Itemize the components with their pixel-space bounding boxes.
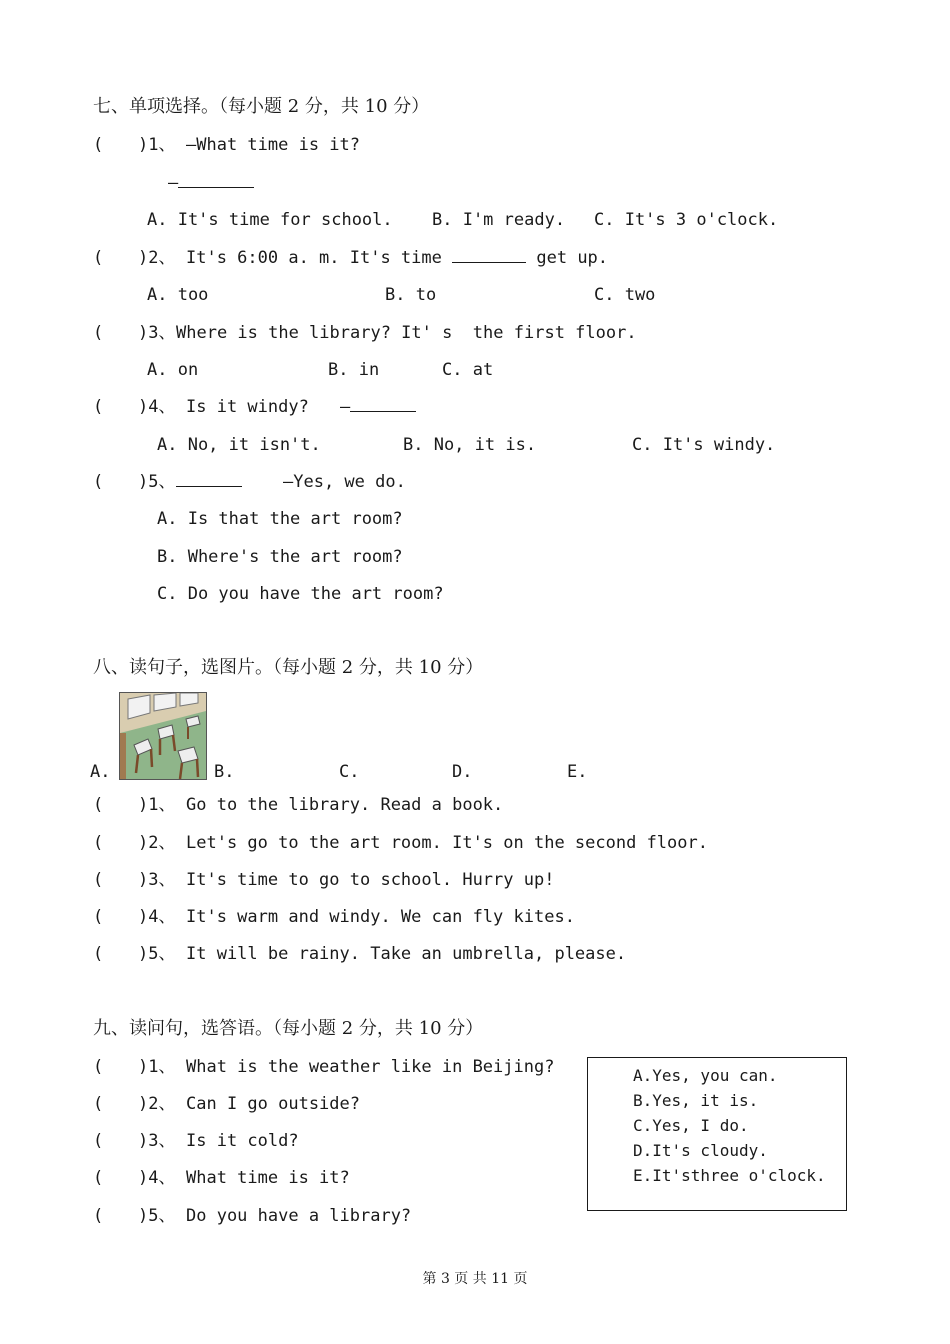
q7-2-text bbox=[186, 247, 608, 269]
paren-open: ( bbox=[93, 1168, 104, 1188]
paren-open: ( bbox=[93, 248, 104, 268]
q7-4-option-c: C. It's windy. bbox=[632, 435, 776, 455]
q7-1-text: —What time is it? bbox=[186, 135, 360, 155]
q7-5-number: )5、 bbox=[138, 472, 176, 492]
picture-label-a: A. bbox=[90, 762, 111, 782]
paren-open: ( bbox=[93, 1057, 104, 1077]
section7-heading: 七、单项选择。（每小题 2 分，共 10 分） bbox=[93, 96, 430, 117]
dash: — bbox=[340, 397, 351, 417]
paren-open: ( bbox=[93, 1206, 104, 1226]
q8-2-number: )2、 bbox=[138, 833, 176, 853]
q7-5-option-a: A. Is that the art room? bbox=[157, 509, 403, 529]
paren-open: ( bbox=[93, 472, 104, 492]
classroom-picture bbox=[119, 692, 207, 780]
q9-5-text: Do you have a library? bbox=[186, 1206, 412, 1226]
q7-5-line bbox=[176, 471, 242, 493]
q7-2-number: )2、 bbox=[138, 248, 176, 268]
q7-2-option-b: B. to bbox=[385, 285, 437, 305]
q7-1-number: )1、 bbox=[138, 135, 176, 155]
picture-label-c: C. bbox=[339, 762, 360, 782]
q8-3-text: It's time to go to school. Hurry up! bbox=[186, 870, 555, 890]
answer-blank[interactable] bbox=[350, 397, 416, 412]
paren-open: ( bbox=[93, 323, 104, 343]
q9-3-text: Is it cold? bbox=[186, 1131, 299, 1151]
q7-1-option-a: A. It's time for school. bbox=[147, 210, 393, 230]
classroom-illustration bbox=[120, 693, 206, 779]
q9-5-number: )5、 bbox=[138, 1206, 176, 1226]
answer-blank[interactable] bbox=[178, 173, 254, 188]
q7-1-option-b: B. I'm ready. bbox=[432, 210, 566, 230]
picture-label-b: B. bbox=[214, 762, 235, 782]
q7-3-number: )3、 bbox=[138, 323, 176, 343]
page-footer: 第 3 页 共 11 页 bbox=[422, 1271, 528, 1287]
q7-4-answer-line bbox=[340, 396, 416, 418]
paren-open: ( bbox=[93, 135, 104, 155]
q9-4-number: )4、 bbox=[138, 1168, 176, 1188]
q9-3-number: )3、 bbox=[138, 1131, 176, 1151]
answer-choice-e: E.It'sthree o'clock. bbox=[633, 1166, 826, 1185]
paren-open: ( bbox=[93, 944, 104, 964]
q8-1-text: Go to the library. Read a book. bbox=[186, 795, 504, 815]
q7-2-option-c: C. two bbox=[594, 285, 656, 305]
q7-4-text: Is it windy? bbox=[186, 397, 309, 417]
dash: — bbox=[168, 173, 179, 193]
q8-1-number: )1、 bbox=[138, 795, 176, 815]
q8-4-text: It's warm and windy. We can fly kites. bbox=[186, 907, 575, 927]
q7-3-option-c: C. at bbox=[442, 360, 494, 380]
q9-2-text: Can I go outside? bbox=[186, 1094, 360, 1114]
paren-open: ( bbox=[93, 870, 104, 890]
q7-4-option-a: A. No, it isn't. bbox=[157, 435, 321, 455]
paren-open: ( bbox=[93, 397, 104, 417]
q7-5-option-c: C. Do you have the art room? bbox=[157, 584, 444, 604]
picture-label-e: E. bbox=[567, 762, 588, 782]
paren-open: ( bbox=[93, 907, 104, 927]
q7-1-option-c: C. It's 3 o'clock. bbox=[594, 210, 779, 230]
answer-choices-box bbox=[587, 1057, 847, 1211]
q8-4-number: )4、 bbox=[138, 907, 176, 927]
q7-3-text: Where is the library? It' s the first floor. bbox=[176, 323, 637, 343]
answer-choice-b: B.Yes, it is. bbox=[633, 1091, 759, 1110]
q7-5-option-b: B. Where's the art room? bbox=[157, 547, 403, 567]
q9-4-text: What time is it? bbox=[186, 1168, 350, 1188]
picture-label-d: D. bbox=[452, 762, 473, 782]
section8-heading: 八、读句子，选图片。（每小题 2 分，共 10 分） bbox=[93, 657, 484, 678]
q7-5-text: —Yes, we do. bbox=[283, 472, 406, 492]
paren-open: ( bbox=[93, 1131, 104, 1151]
q7-2-text-before: It's 6:00 a. m. It's time bbox=[186, 248, 442, 268]
q8-3-number: )3、 bbox=[138, 870, 176, 890]
q7-2-option-a: A. too bbox=[147, 285, 209, 305]
q9-1-number: )1、 bbox=[138, 1057, 176, 1077]
q8-5-text: It will be rainy. Take an umbrella, please. bbox=[186, 944, 627, 964]
q7-4-option-b: B. No, it is. bbox=[403, 435, 537, 455]
answer-choice-a: A.Yes, you can. bbox=[633, 1066, 778, 1085]
q7-3-option-b: B. in bbox=[328, 360, 380, 380]
q8-2-text: Let's go to the art room. It's on the second floor. bbox=[186, 833, 708, 853]
section9-heading: 九、读问句，选答语。（每小题 2 分，共 10 分） bbox=[93, 1018, 484, 1039]
paren-open: ( bbox=[93, 795, 104, 815]
q7-2-text-after: get up. bbox=[536, 248, 609, 268]
paren-open: ( bbox=[93, 1094, 104, 1114]
q7-4-number: )4、 bbox=[138, 397, 176, 417]
answer-choice-c: C.Yes, I do. bbox=[633, 1116, 749, 1135]
paren-open: ( bbox=[93, 833, 104, 853]
q7-1-answer-line bbox=[168, 172, 254, 194]
q9-1-text: What is the weather like in Beijing? bbox=[186, 1057, 555, 1077]
q8-5-number: )5、 bbox=[138, 944, 176, 964]
q7-3-option-a: A. on bbox=[147, 360, 199, 380]
q9-2-number: )2、 bbox=[138, 1094, 176, 1114]
answer-blank[interactable] bbox=[176, 472, 242, 487]
answer-choice-d: D.It's cloudy. bbox=[633, 1141, 768, 1160]
answer-blank[interactable] bbox=[452, 248, 526, 263]
